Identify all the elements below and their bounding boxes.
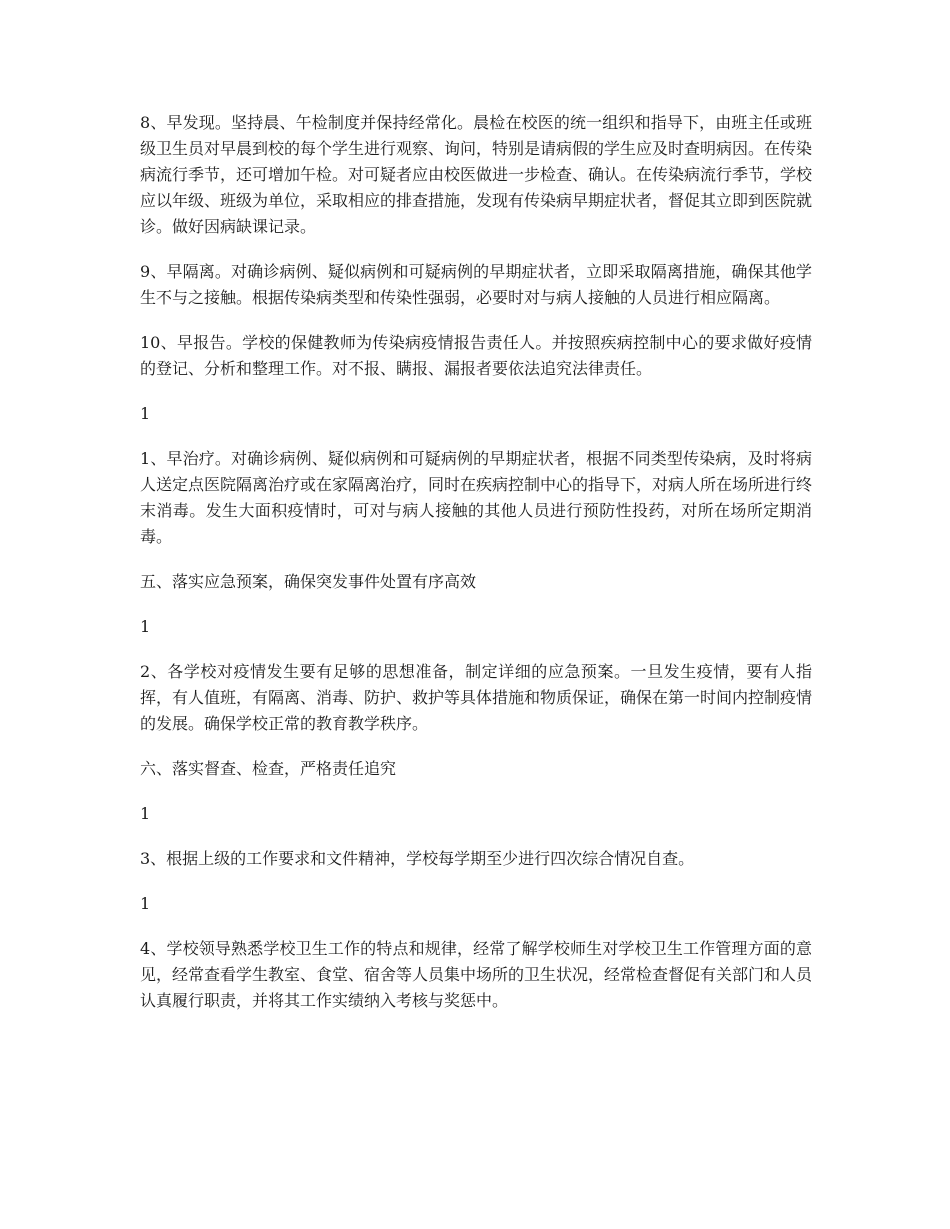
paragraph-early-reporting: 10、早报告。学校的保健教师为传染病疫情报告责任人。并按照疾病控制中心的要求做好疫情的登记、分析和整理工作。对不报、瞒报、漏报者要依法追究法律责任。 <box>140 333 812 378</box>
paragraph-self-inspection: 3、根据上级的工作要求和文件精神，学校每学期至少进行四次综合情况自查。 <box>140 849 695 868</box>
paragraph-emergency-preparation: 2、各学校对疫情发生要有足够的思想准备，制定详细的应急预案。一旦发生疫情，要有人指挥，有人值班，有隔离、消毒、防护、救护等具体措施和物质保证，确保在第一时间内控制疫情的发展。确保学校正常的教育教学秩序。 <box>140 662 813 733</box>
paragraph-leadership: 4、学校领导熟悉学校卫生工作的特点和规律，经常了解学校师生对学校卫生工作管理方面的意见，经常查看学生教室、食堂、宿舍等人员集中场所的卫生状况，经常检查督促有关部门和人员认真履行职责，并将其工作实绩纳入考核与奖惩中。 <box>140 939 813 1010</box>
section-heading-emergency-plan: 五、落实应急预案，确保突发事件处置有序高效 <box>140 572 477 591</box>
paragraph-early-treatment: 1、早治疗。对确诊病例、疑似病例和可疑病例的早期症状者，根据不同类型传染病，及时将病人送定点医院隔离治疗或在家隔离治疗，同时在疾病控制中心的指导下，对病人所在场所进行终末消毒。发生大面积疫情时，可对与病人接触的其他人员进行预防性投药，对所在场所定期消毒。 <box>140 449 813 546</box>
paragraph-number: 1 <box>140 804 151 823</box>
paragraph-early-detection: 8、早发现。坚持晨、午检制度并保持经常化。晨检在校医的统一组织和指导下，由班主任或班级卫生员对早晨到校的每个学生进行观察、询问，特别是请病假的学生应及时查明病因。在传染病流行季节，还可增加午检。对可疑者应由校医做进一步检查、确认。在传染病流行季节，学校应以年级、班级为单位，采取相应的排查措施，发现有传染病早期症状者，督促其立即到医院就诊。做好因病缺课记录。 <box>140 113 813 236</box>
section-heading-inspection: 六、落实督查、检查，严格责任追究 <box>140 759 397 778</box>
paragraph-early-isolation: 9、早隔离。对确诊病例、疑似病例和可疑病例的早期症状者，立即采取隔离措施，确保其他学生不与之接触。根据传染病类型和传染性强弱，必要时对与病人接触的人员进行相应隔离。 <box>140 262 812 307</box>
paragraph-number: 1 <box>140 894 151 913</box>
document-page <box>140 110 812 1033</box>
paragraph-number: 1 <box>140 617 151 636</box>
paragraph-number: 1 <box>140 404 151 423</box>
